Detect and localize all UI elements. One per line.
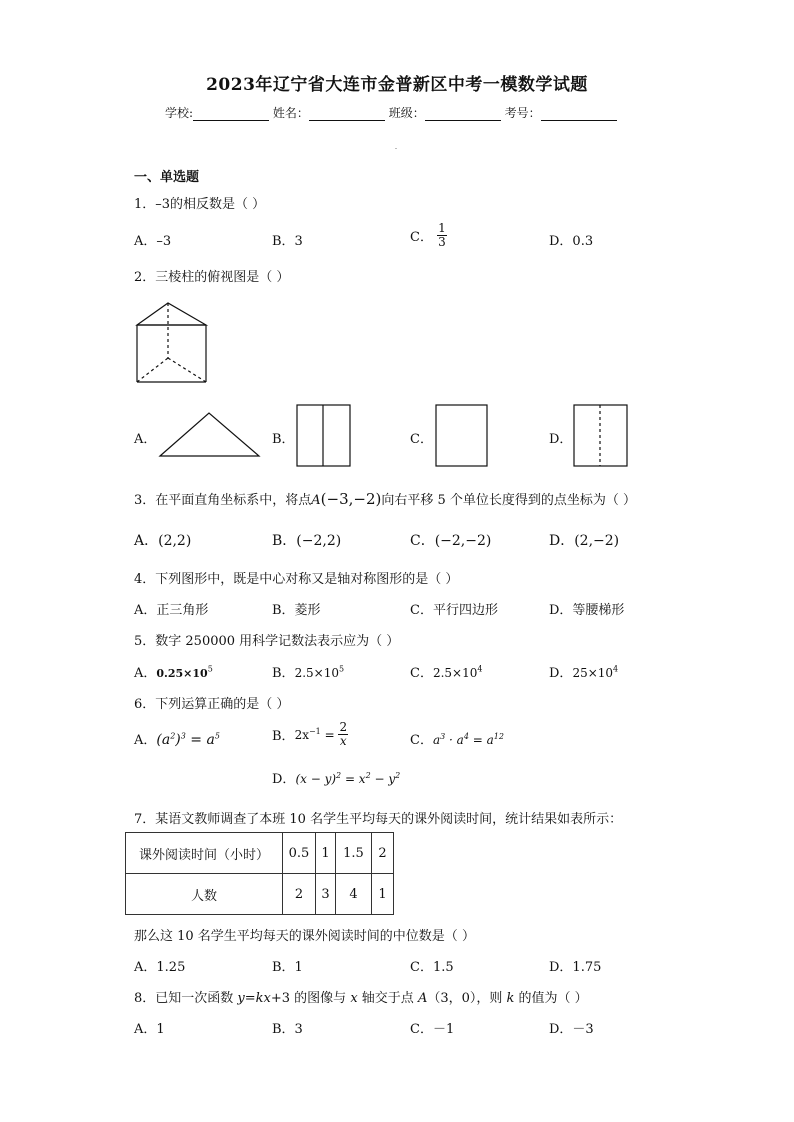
triangular-prism-figure [130,300,210,386]
q6-option-a-label: A． [134,733,157,748]
q6c-a: a [432,733,441,747]
q6a-close: ) [175,732,181,748]
q8-text: 8．已知一次函数 [134,991,238,1006]
question-7-followup: 那么这 10 名学生平均每天的课外阅读时间的中位数是（ ） [134,929,475,944]
q4-option-b[interactable]: B．菱形 [272,603,321,618]
table-header-cell: 课外阅读时间（小时） [126,833,283,874]
q6-option-c-label: C． [410,733,433,748]
q3-option-a[interactable]: A．(2,2) [134,533,192,549]
reading-time-table [125,832,394,915]
q8-text: 的值为（ ） [514,991,588,1006]
q6-option-b-lhs [295,728,339,742]
question-5-stem: 5．数字 250000 用科学记数法表示应为（ ） [134,634,400,649]
q6d-e3: 2 [395,771,401,780]
class-label: 班级： [388,106,425,120]
q5-option-a-exp: 5 [207,664,213,674]
q3-option-c[interactable]: C．(−2,−2) [410,533,492,549]
q1-fraction [437,222,447,249]
question-2-stem: 2．三棱柱的俯视图是（ ） [134,270,290,285]
school-label: 学校: [165,106,194,120]
table-cell: 2 [283,874,316,915]
q6b-num: 2 [339,720,348,734]
q2-option-a-label: A． [134,432,157,447]
q5-option-c-label: C． [410,666,433,681]
question-8-stem [134,987,588,1006]
q6d-e1: 2 [336,771,342,780]
table-cell: 1.5 [336,833,372,874]
school-blank[interactable] [193,108,269,121]
exam-no-label: 考号： [504,106,541,120]
question-3-stem [134,489,636,508]
name-blank[interactable] [309,108,385,121]
q1-option-c-label: C． [410,230,433,245]
q2-option-d-rect-dashed-line[interactable] [573,404,629,468]
q6b-lhs-exp: −1 [308,726,321,736]
q8-text: （3，0），则 [427,991,507,1006]
q6b-fraction [338,721,348,748]
q5-option-d[interactable] [549,662,618,681]
table-cell: 4 [336,874,372,915]
q8-option-c[interactable]: C．－1 [410,1022,455,1037]
q8-text: 轴交于点 [357,991,418,1006]
table-cell: 0.5 [283,833,316,874]
fraction-denominator: 3 [438,235,446,249]
q2-option-b-label: B． [272,432,295,447]
q6b-den: x [339,734,347,748]
q2-option-a-triangle[interactable] [158,410,262,458]
q8-var-x: x [350,991,358,1006]
table-cell: 3 [316,874,336,915]
q6-option-b[interactable] [272,721,348,748]
q8-var-y: y [237,991,245,1006]
q3-stem-post: 向右平移 5 个单位长度得到的点坐标为（ ） [381,493,637,508]
q7-option-a[interactable]: A．1.25 [134,960,186,975]
table-header-cell: 人数 [126,874,283,915]
q6c-e3: 12 [493,732,504,741]
section-title: 一、单选题 [134,170,200,185]
q6a-rhs-exp: 5 [214,731,220,741]
question-1-stem: 1．–3的相反数是（ ） [134,197,266,212]
q5-option-b-exp: 5 [338,664,345,674]
q6d-e2: 2 [365,771,371,780]
q6b-eq: = [320,727,339,742]
q5-option-b[interactable] [272,662,344,681]
q7-option-c[interactable]: C．1.5 [410,960,454,975]
q5-option-b-mantissa: 2.5×10 [294,666,339,680]
q6c-eq: = a [468,733,494,747]
q1-option-c[interactable] [410,222,447,249]
question-4-stem: 4．下列图形中，既是中心对称又是轴对称图形的是（ ） [134,572,459,587]
table-cell: 1 [372,874,394,915]
q3-option-d[interactable]: D．(2,−2) [549,533,620,549]
q6c-e2: 4 [463,732,469,741]
q5-option-b-label: B． [272,666,295,681]
q6-option-a[interactable] [134,729,220,748]
q2-option-b-rect-solid-line[interactable] [296,404,352,468]
q3-point-name: A [311,493,321,508]
table-cell: 1 [316,833,336,874]
q8-text: +3 的图像与 [270,991,351,1006]
q5-option-a-label: A． [134,666,157,681]
question-6-stem: 6．下列运算正确的是（ ） [134,697,290,712]
q8-option-d[interactable]: D．－3 [549,1022,594,1037]
q6-option-c[interactable] [410,729,504,748]
q2-option-d-label: D． [549,432,573,447]
q6-option-b-label: B． [272,729,295,744]
q8-point-a: A [417,991,428,1006]
q6a-inner-exp: 2 [170,731,176,741]
q7-option-d[interactable]: D．1.75 [549,960,602,975]
q5-option-c-mantissa: 2.5×10 [432,666,478,680]
q4-option-d[interactable]: D．等腰梯形 [549,603,625,618]
q7-option-b[interactable]: B．1 [272,960,303,975]
q6a-outer-exp: 3 [180,731,186,741]
table-row [126,874,394,915]
q6c-dot: · a [445,733,464,747]
q2-option-c-label: C． [410,432,433,447]
class-blank[interactable] [425,108,501,121]
q5-option-c[interactable] [410,662,482,681]
page-title: 2023年辽宁省大连市金普新区中考一模数学试题 [206,75,588,95]
fraction-numerator: 1 [438,221,446,235]
q6-option-c-expr [433,733,504,747]
q3-point-coords: (−3,−2) [320,490,382,508]
q2-option-c-rect[interactable] [435,404,489,468]
q6-option-d[interactable] [272,768,400,787]
q6c-e1: 3 [440,732,446,741]
q6a-rhs: = a [185,732,215,748]
q6d-eq: = x [341,772,366,786]
table-row [126,833,394,874]
q5-option-c-exp: 4 [477,664,483,674]
q3-option-b[interactable]: B．(−2,2) [272,533,342,549]
name-label: 姓名： [272,106,309,120]
q1-option-d[interactable]: D．0.3 [549,234,594,249]
q5-option-d-mantissa: 25×10 [572,666,614,680]
q1-option-b[interactable]: B．3 [272,234,303,249]
q8-option-a[interactable]: A．1 [134,1022,165,1037]
q6d-minus: − y [370,772,396,786]
q1-option-a[interactable]: A．–3 [134,234,172,249]
q6-option-a-expr [156,732,220,748]
scan-dot [395,148,397,149]
q6d-lhs: (x − y) [295,772,337,786]
q6b-lhs: 2x [294,727,309,742]
question-7-stem: 7．某语文教师调查了本班 10 名学生平均每天的课外阅读时间，统计结果如表所示： [134,812,623,827]
q5-option-a[interactable] [134,662,213,681]
table-cell: 2 [372,833,394,874]
q5-option-d-exp: 4 [613,664,619,674]
q8-var-kx: kx [255,991,271,1006]
student-info-line [165,104,617,121]
q6-option-d-expr [295,772,400,786]
q4-option-a[interactable]: A．正三角形 [134,603,209,618]
q8-eq: = [244,991,256,1006]
q5-option-a-mantissa: 0.25×10 [156,667,208,680]
q8-var-k: k [506,991,515,1006]
q5-option-d-label: D． [549,666,573,681]
exam-no-blank[interactable] [541,108,617,121]
q6a-base: (a [156,732,171,748]
q8-option-b[interactable]: B．3 [272,1022,303,1037]
q3-stem-pre: 3．在平面直角坐标系中，将点 [134,493,312,508]
q4-option-c[interactable]: C．平行四边形 [410,603,498,618]
q6-option-d-label: D． [272,772,296,787]
